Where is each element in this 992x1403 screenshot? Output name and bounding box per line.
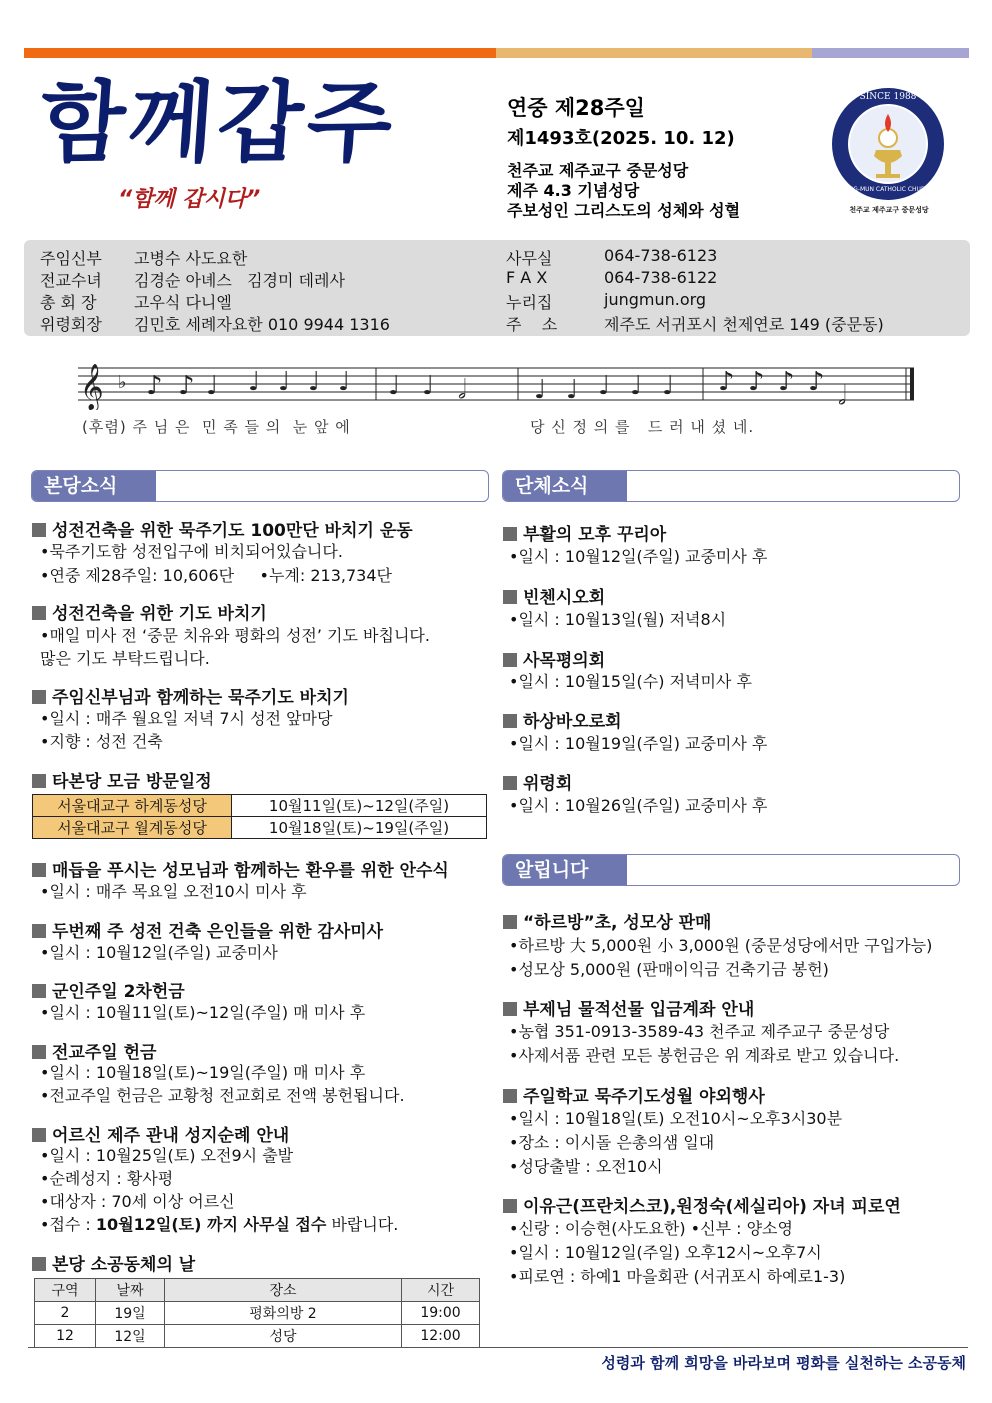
table-cell: 10월18일(토)~19일(주일) bbox=[232, 817, 487, 839]
svg-text:♪: ♪ bbox=[146, 371, 163, 401]
issue-number: 제1493호(2025. 10. 12) bbox=[507, 128, 735, 149]
info-value-web[interactable]: jungmun.org bbox=[604, 290, 707, 309]
item-title-sunday-school: 주일학교 묵주기도성월 야외행사 bbox=[503, 1082, 765, 1107]
item-line: •신랑 : 이승현(사도요한) •신부 : 양소영 bbox=[509, 1219, 793, 1238]
item-line: •일시 : 10월11일(토)~12일(주일) 매 미사 후 bbox=[40, 1003, 366, 1022]
table-cell: 12 bbox=[35, 1325, 96, 1348]
table-cell: 12일 bbox=[96, 1325, 165, 1348]
seal-ring-text: JUNG-MUN CATHOLIC CHURCH bbox=[842, 186, 934, 193]
table-header: 장소 bbox=[165, 1279, 402, 1302]
info-value-sister: 김경순 아녜스 김경미 데레사 bbox=[134, 271, 345, 290]
svg-text:♩: ♩ bbox=[534, 375, 547, 405]
item-line: •일시 : 매주 목요일 오전10시 미사 후 bbox=[40, 882, 307, 901]
square-bullet-icon bbox=[503, 527, 517, 541]
item-title-sale: “하르방”초, 성모상 판매 bbox=[503, 908, 711, 933]
item-line: •순례성지 : 황사평 bbox=[40, 1169, 174, 1188]
parish-name: 천주교 제주교구 중문성당 bbox=[507, 161, 689, 180]
svg-text:♩: ♩ bbox=[598, 371, 611, 401]
psalm-music-staff bbox=[78, 360, 918, 410]
seal-since: SINCE 1988 bbox=[859, 92, 917, 102]
item-line: •대상자 : 70세 이상 어르신 bbox=[40, 1192, 235, 1211]
footer-divider bbox=[28, 1347, 968, 1348]
item-line: •일시 : 10월12일(주일) 교중미사 후 bbox=[509, 547, 768, 566]
square-bullet-icon bbox=[32, 774, 46, 788]
item-line: 많은 기도 부탁드립니다. bbox=[40, 649, 210, 668]
item-line: •일시 : 10월12일(주일) 오후12시~오후7시 bbox=[509, 1243, 822, 1262]
table-row bbox=[35, 1325, 480, 1348]
table-row bbox=[33, 817, 487, 839]
item-line: •일시 : 10월19일(주일) 교중미사 후 bbox=[509, 734, 768, 753]
seal-caption: 천주교 제주교구 중문성당 bbox=[849, 206, 929, 214]
item-line: •일시 : 10월25일(토) 오전9시 출발 bbox=[40, 1146, 294, 1165]
svg-text:♩: ♩ bbox=[630, 371, 643, 401]
bulletin-slogan: “함께 갑시다” bbox=[118, 187, 261, 212]
info-value-president: 고우식 다니엘 bbox=[134, 293, 232, 312]
svg-text:♪: ♪ bbox=[778, 367, 795, 397]
info-label-sister: 전교수녀 bbox=[40, 271, 102, 290]
svg-text:♩: ♩ bbox=[338, 367, 351, 397]
square-bullet-icon bbox=[32, 690, 46, 704]
svg-text:♩: ♩ bbox=[248, 367, 261, 397]
svg-text:♪: ♪ bbox=[718, 367, 735, 397]
table-cell: 서울대교구 하계동성당 bbox=[33, 795, 232, 817]
psalm-lyric-left: (후렴) 주 님 은 민 족 들 의 눈 앞 에 bbox=[82, 418, 351, 436]
item-title-curia: 부활의 모후 꾸리아 bbox=[503, 520, 666, 545]
square-bullet-icon bbox=[32, 1257, 46, 1271]
info-label-fax: F A X bbox=[506, 268, 548, 287]
section-header-group-news bbox=[502, 470, 960, 502]
item-line: •전교주일 헌금은 교황청 전교회로 전액 봉헌됩니다. bbox=[40, 1086, 405, 1105]
item-line: •성당출발 : 오전10시 bbox=[509, 1157, 663, 1176]
info-label-web: 누리집 bbox=[506, 293, 553, 312]
item-line: •피로연 : 하예1 마을회관 (서귀포시 하예로1-3) bbox=[509, 1267, 846, 1286]
psalm-lyric-right: 당 신 정 의 를 드 러 내 셨 네. bbox=[530, 418, 755, 436]
square-bullet-icon bbox=[32, 924, 46, 938]
patron-saint: 주보성인 그리스도의 성체와 성혈 bbox=[507, 201, 741, 220]
svg-text:𝅗𝅥: 𝅗𝅥 bbox=[458, 375, 467, 405]
item-title-prayer: 성전건축을 위한 기도 바치기 bbox=[32, 599, 267, 624]
table-header: 시간 bbox=[402, 1279, 480, 1302]
item-line: •지향 : 성전 건축 bbox=[40, 732, 163, 751]
table-cell: 성당 bbox=[165, 1325, 402, 1348]
section-header-notices bbox=[502, 854, 960, 886]
item-title-thanks-mass: 두번째 주 성전 건축 은인들을 위한 감사미사 bbox=[32, 917, 383, 942]
item-title-visit-schedule: 타본당 모금 방문일정 bbox=[32, 767, 212, 792]
svg-text:♪: ♪ bbox=[178, 371, 195, 401]
community-table bbox=[34, 1278, 480, 1348]
item-line: •일시 : 10월13일(월) 저녁8시 bbox=[509, 610, 727, 629]
square-bullet-icon bbox=[503, 653, 517, 667]
svg-text:♭: ♭ bbox=[118, 372, 127, 393]
info-label-pastor: 주임신부 bbox=[40, 249, 102, 268]
item-title-wiryeong: 위령회 bbox=[503, 769, 572, 794]
item-title-rosary-campaign: 성전건축을 위한 묵주기도 100만단 바치기 운동 bbox=[32, 516, 413, 541]
svg-text:♩: ♩ bbox=[422, 371, 435, 401]
footer-motto: 성령과 함께 희망을 바라보며 평화를 실천하는 소공동체 bbox=[601, 1354, 966, 1372]
svg-text:♪: ♪ bbox=[808, 367, 825, 397]
table-cell: 평화의방 2 bbox=[165, 1302, 402, 1325]
table-header-row bbox=[35, 1279, 480, 1302]
square-bullet-icon bbox=[32, 1128, 46, 1142]
table-cell: 19:00 bbox=[402, 1302, 480, 1325]
square-bullet-icon bbox=[503, 1089, 517, 1103]
top-bar-tan bbox=[496, 48, 812, 58]
item-line: •일시 : 10월12일(주일) 교중미사 bbox=[40, 943, 278, 962]
item-line: •일시 : 10월18일(토)~19일(주일) 매 미사 후 bbox=[40, 1063, 366, 1082]
info-value-memorial: 김민호 세례자요한 010 9944 1316 bbox=[134, 315, 390, 334]
info-label-memorial: 위령회장 bbox=[40, 315, 102, 334]
item-title-anointing: 매듭을 푸시는 성모님과 함께하는 환우를 위한 안수식 bbox=[32, 856, 449, 881]
svg-text:♩: ♩ bbox=[308, 367, 321, 397]
square-bullet-icon bbox=[503, 590, 517, 604]
item-line-signup: •접수 : 10월12일(토) 까지 사무실 접수 바랍니다. bbox=[40, 1215, 399, 1234]
item-title-pastor-rosary: 주임신부님과 함께하는 묵주기도 바치기 bbox=[32, 683, 349, 708]
item-line: •하르방 大 5,000원 小 3,000원 (중문성당에서만 구입가능) bbox=[509, 936, 933, 955]
item-line: •장소 : 이시돌 은총의샘 일대 bbox=[509, 1133, 715, 1152]
table-cell: 19일 bbox=[96, 1302, 165, 1325]
item-line: •농협 351-0913-3589-43 천주교 제주교구 중문성당 bbox=[509, 1022, 890, 1041]
svg-text:♩: ♩ bbox=[662, 371, 675, 401]
info-label-president: 총 회 장 bbox=[40, 293, 97, 312]
item-title-pilgrimage: 어르신 제주 관내 성지순례 안내 bbox=[32, 1121, 289, 1146]
visit-schedule-table bbox=[32, 794, 487, 839]
item-line: •성모상 5,000원 (판매이익금 건축기금 봉헌) bbox=[509, 960, 829, 979]
svg-text:♩: ♩ bbox=[206, 371, 219, 401]
bulletin-logo-title: 함께갑주 bbox=[36, 70, 400, 174]
table-row bbox=[35, 1302, 480, 1325]
sunday-title: 연중 제28주일 bbox=[507, 96, 645, 120]
square-bullet-icon bbox=[32, 523, 46, 537]
svg-text:♩: ♩ bbox=[566, 375, 579, 405]
section-header-parish-news bbox=[31, 470, 489, 502]
info-label-office: 사무실 bbox=[506, 249, 553, 268]
table-cell: 2 bbox=[35, 1302, 96, 1325]
info-value-pastor: 고병수 사도요한 bbox=[134, 249, 248, 268]
info-value-fax: 064-738-6122 bbox=[604, 268, 718, 287]
square-bullet-icon bbox=[32, 606, 46, 620]
square-bullet-icon bbox=[32, 1045, 46, 1059]
item-title-mission-offering: 전교주일 헌금 bbox=[32, 1038, 156, 1063]
svg-text:♪: ♪ bbox=[748, 367, 765, 397]
item-line: •일시 : 10월26일(주일) 교중미사 후 bbox=[509, 796, 768, 815]
item-line: •연중 제28주일: 10,606단 •누계: 213,734단 bbox=[40, 566, 392, 585]
item-title-community-day: 본당 소공동체의 날 bbox=[32, 1250, 195, 1275]
item-title-hasang: 하상바오로회 bbox=[503, 707, 622, 732]
section-title-notices: 알립니다 bbox=[503, 855, 627, 885]
item-title-wedding-reception: 이유근(프란치스코),원정숙(세실리아) 자녀 피로연 bbox=[503, 1192, 901, 1217]
square-bullet-icon bbox=[503, 776, 517, 790]
info-label-address: 주 소 bbox=[506, 315, 558, 334]
item-title-gift-account: 부제님 물적선물 입금계좌 안내 bbox=[503, 995, 754, 1020]
section-title-parish-news: 본당소식 bbox=[32, 471, 156, 501]
square-bullet-icon bbox=[503, 915, 517, 929]
table-cell: 서울대교구 월계동성당 bbox=[33, 817, 232, 839]
item-title-council: 사목평의회 bbox=[503, 646, 605, 671]
square-bullet-icon bbox=[503, 714, 517, 728]
square-bullet-icon bbox=[503, 1002, 517, 1016]
item-line: •사제서품 관련 모든 봉헌금은 위 계좌로 받고 있습니다. bbox=[509, 1046, 900, 1065]
section-title-group-news: 단체소식 bbox=[503, 471, 627, 501]
info-value-office: 064-738-6123 bbox=[604, 246, 718, 265]
svg-text:♩: ♩ bbox=[388, 371, 401, 401]
svg-text:𝄞: 𝄞 bbox=[80, 364, 104, 410]
item-title-military-offering: 군인주일 2차헌금 bbox=[32, 977, 185, 1002]
memorial-church: 제주 4.3 기념성당 bbox=[507, 181, 640, 200]
info-value-address: 제주도 서귀포시 천제연로 149 (중문동) bbox=[604, 315, 884, 334]
item-title-vincent: 빈첸시오회 bbox=[503, 583, 605, 608]
item-line: •일시 : 매주 월요일 저녁 7시 성전 앞마당 bbox=[40, 709, 333, 728]
item-line: •매일 미사 전 ‘중문 치유와 평화의 성전’ 기도 바칩니다. bbox=[40, 626, 430, 645]
square-bullet-icon bbox=[32, 984, 46, 998]
table-row bbox=[33, 795, 487, 817]
top-bar-orange bbox=[24, 48, 496, 58]
item-line: •묵주기도함 성전입구에 비치되어있습니다. bbox=[40, 542, 343, 561]
item-line: •일시 : 10월15일(수) 저녁미사 후 bbox=[509, 672, 752, 691]
table-header: 구역 bbox=[35, 1279, 96, 1302]
item-line: •일시 : 10월18일(토) 오전10시~오후3시30분 bbox=[509, 1109, 843, 1128]
table-header: 날짜 bbox=[96, 1279, 165, 1302]
svg-text:𝅗𝅥: 𝅗𝅥 bbox=[838, 381, 847, 410]
square-bullet-icon bbox=[503, 1199, 517, 1213]
church-seal bbox=[830, 86, 946, 202]
table-cell: 10월11일(토)~12일(주일) bbox=[232, 795, 487, 817]
square-bullet-icon bbox=[32, 863, 46, 877]
top-bar-purple bbox=[812, 48, 969, 58]
table-cell: 12:00 bbox=[402, 1325, 480, 1348]
svg-text:♩: ♩ bbox=[278, 367, 291, 397]
